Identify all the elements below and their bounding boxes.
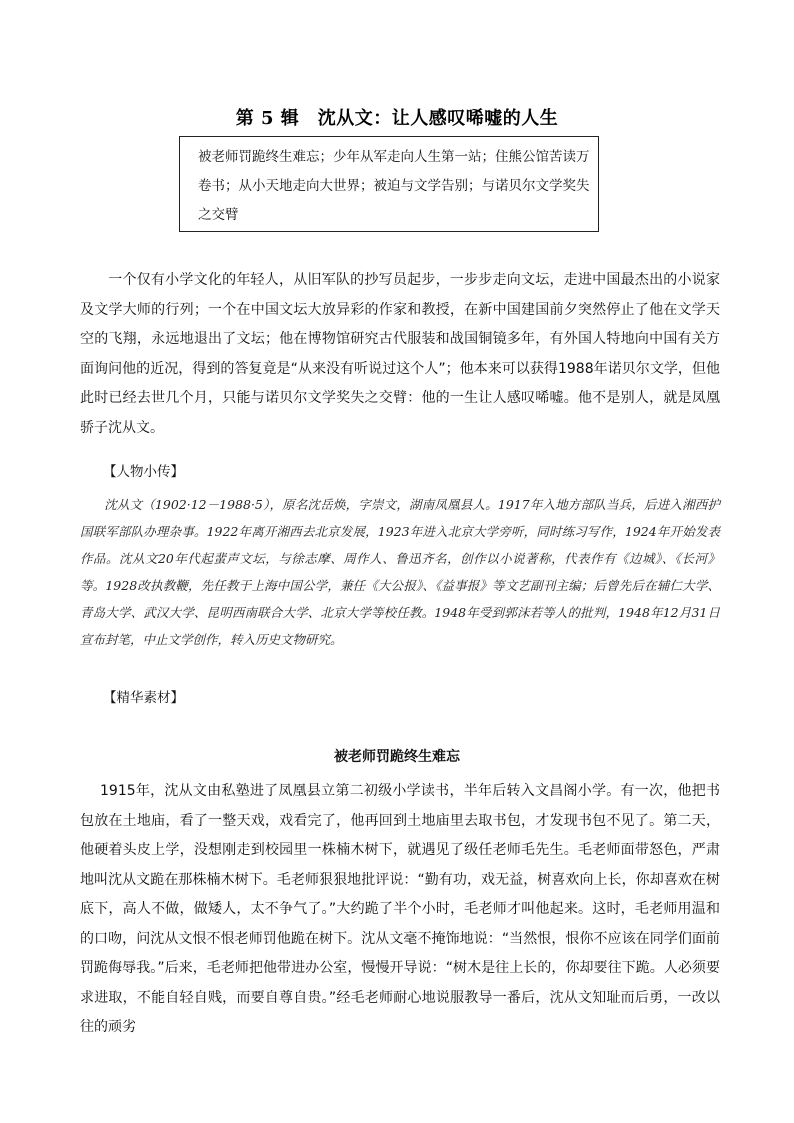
intro-paragraph xyxy=(80,266,720,443)
section-label-material: 【精华素材】 xyxy=(103,690,184,706)
section-label-bio: 【人物小传】 xyxy=(103,464,184,480)
essay-text: 1915年，沈从文由私塾进了凤凰县立第二初级小学读书，半年后转入文昌阁小学。有一次，他把书包放在土地庙，看了一整天戏，戏看完了，他再回到土地庙里去取书包，才发现书包不见了。第二天，他硬着头皮上学，没想刚走到校园里一株楠木树下，就遇见了级任老师毛先生。毛老师面带怒色，严肃地叫沈从文跪在那株楠木树下。毛老师狠狠地批评说：“勤有功，戏无益，树喜欢向上长，你却喜欢在树底下，高人不做，做矮人，太不争气了。”大约跪了半个小时，毛老师才叫他起来。这时，毛老师用温和的口吻，问沈从文恨不恨老师罚他跪在树下。沈从文毫不掩饰地说：“当然恨，恨你不应该在同学们面前罚跪侮辱我。”后来，毛老师把他带进办公室，慢慢开导说：“树木是往上长的，你却要往下跪。人必须要求进取，不能自轻自贱，而要自尊自贵。”经毛老师耐心地说服教导一番后，沈从文知耻而后勇，一改以往的顽劣 xyxy=(80,783,720,1035)
chapter-summary-box xyxy=(179,136,599,232)
essay-title: 被老师罚跪终生难忘 xyxy=(334,749,460,765)
chapter-title: 第 5 辑 沈从文：让人感叹唏嘘的人生 xyxy=(235,108,559,129)
bio-paragraph xyxy=(80,491,720,653)
chapter-summary: 被老师罚跪终生难忘；少年从军走向人生第一站；住熊公馆苦读万卷书；从小天地走向大世界；被迫与文学告别；与诺贝尔文学奖失之交臂 xyxy=(198,149,590,223)
essay-paragraph xyxy=(80,777,720,1043)
intro-text: 一个仅有小学文化的年轻人，从旧军队的抄写员起步，一步步走向文坛，走进中国最杰出的小说家及文学大师的行列；一个在中国文坛大放异彩的作家和教授，在新中国建国前夕突然停止了他在文学天空的飞翔，永远地退出了文坛；他在博物馆研究古代服装和战国铜镜多年，有外国人特地向中国有关方面询问他的近况，得到的答复竟是“从来没有听说过这个人”；他本来可以获得1988年诺贝尔文学，但他此时已经去世几个月，只能与诺贝尔文学奖失之交臂：他的一生让人感叹唏嘘。他不是别人，就是凤凰骄子沈从文。 xyxy=(80,272,720,436)
bio-text: 沈从文（1902·12－1988·5），原名沈岳焕，字崇文，湖南凤凰县人。1917年入地方部队当兵，后进入湘西护国联军部队办理杂事。1922年离开湘西去北京发展，1923年进入北京大学旁听，同时练习写作，1924年开始发表作品。沈从文20年代起蜚声文坛，与徐志摩、周作人、鲁迅齐名，创作以小说著称，代表作有《边城》、《长河》等。1928改执教鞭，先任教于上海中国公学，兼任《大公报》、《益事报》等文艺副刊主编；后曾先后在辅仁大学、青岛大学、武汉大学、昆明西南联合大学、北京大学等校任教。1948年受到郭沫若等人的批判，1948年12月31日宣布封笔，中止文学创作，转入历史文物研究。 xyxy=(80,497,720,647)
